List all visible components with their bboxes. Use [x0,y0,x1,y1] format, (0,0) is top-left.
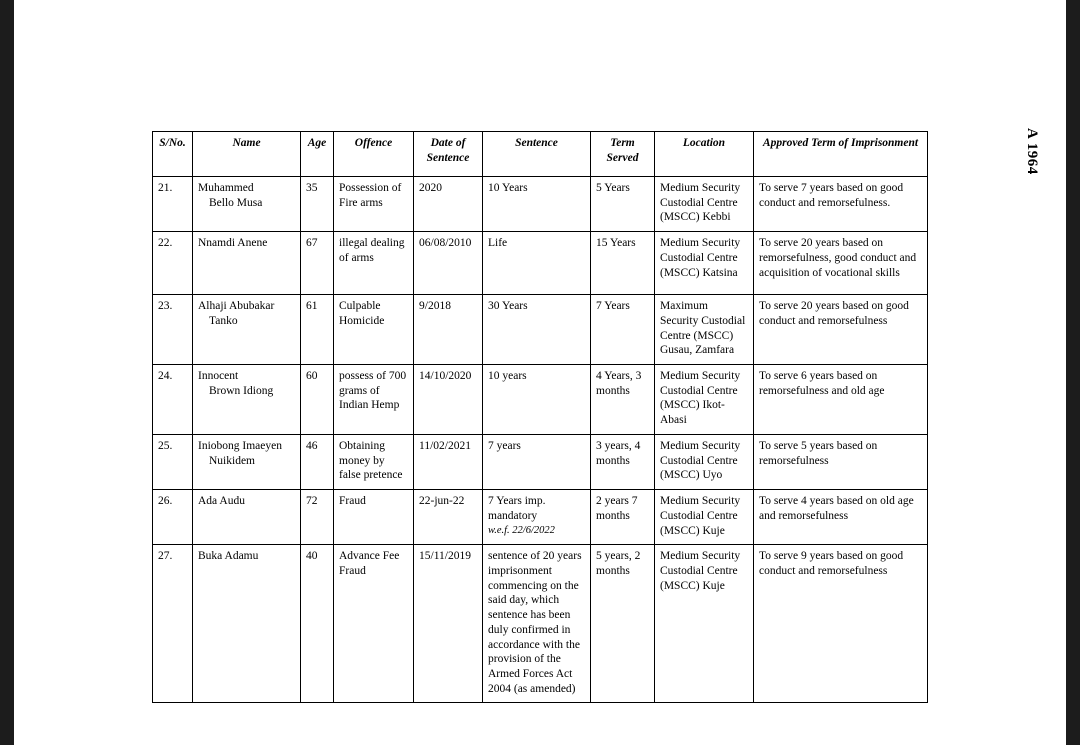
table-row [153,365,928,435]
cell-sno: 25. [153,434,193,489]
cell-sentence: sentence of 20 years imprisonment commencing on the said day, which sentence has been duly confirmed in accordance with the provision of the Armed Forces Act 2004 (as amended) [483,545,591,703]
cell-term-served: 3 years, 4 months [591,434,655,489]
cell-age: 40 [301,545,334,703]
cell-offence: Advance Fee Fraud [334,545,414,703]
cell-location: Medium Security Custodial Centre (MSCC) Kebbi [655,177,754,232]
column-header-date-of-sentence: Date of Sentence [414,132,483,177]
cell-age: 67 [301,232,334,295]
cell-sentence: 10 Years [483,177,591,232]
cell-age: 61 [301,295,334,365]
cell-name-line2: Tanko [209,314,238,327]
column-header-location: Location [655,132,754,177]
cell-location: Medium Security Custodial Centre (MSCC) Kuje [655,545,754,703]
column-header-offence: Offence [334,132,414,177]
cell-sno: 21. [153,177,193,232]
cell-name-line2: Bello Musa [209,196,263,209]
cell-name [193,177,301,232]
column-header-approved-term: Approved Term of Imprisonment [754,132,928,177]
cell-sentence-note: w.e.f. 22/6/2022 [488,524,555,536]
cell-offence: Obtaining money by false pretence [334,434,414,489]
cell-age: 46 [301,434,334,489]
cell-term-served: 2 years 7 months [591,490,655,545]
cell-term-served: 5 Years [591,177,655,232]
table-row [153,295,928,365]
cell-sno: 26. [153,490,193,545]
cell-name [193,490,301,545]
cell-location: Medium Security Custodial Centre (MSCC) Katsina [655,232,754,295]
cell-location: Medium Security Custodial Centre (MSCC) Kuje [655,490,754,545]
cell-offence: Culpable Homicide [334,295,414,365]
table-row [153,232,928,295]
cell-term-served: 7 Years [591,295,655,365]
cell-offence: Fraud [334,490,414,545]
cell-name [193,434,301,489]
cell-date-of-sentence: 9/2018 [414,295,483,365]
column-header-sno: S/No. [153,132,193,177]
table-body [153,177,928,703]
cell-location: Medium Security Custodial Centre (MSCC) Uyo [655,434,754,489]
cell-name [193,295,301,365]
cell-date-of-sentence: 2020 [414,177,483,232]
cell-sentence: 10 years [483,365,591,435]
column-header-name: Name [193,132,301,177]
table-header-row [153,132,928,177]
cell-approved-term: To serve 20 years based on good conduct and remorsefulness [754,295,928,365]
page-edge-left [0,0,14,745]
cell-term-served: 15 Years [591,232,655,295]
cell-sentence-main: 7 Years imp. mandatory [488,495,546,522]
cell-sno: 22. [153,232,193,295]
table-row [153,434,928,489]
cell-name-line1: Buka Adamu [198,550,259,563]
cell-location: Maximum Security Custodial Centre (MSCC) Gusau, Zamfara [655,295,754,365]
column-header-term-served: Term Served [591,132,655,177]
cell-sentence: Life [483,232,591,295]
cell-sentence [483,490,591,545]
table-row [153,177,928,232]
cell-name-line2: Nuikidem [209,454,255,467]
cell-term-served: 5 years, 2 months [591,545,655,703]
cell-approved-term: To serve 7 years based on good conduct and remorsefulness. [754,177,928,232]
cell-offence: possess of 700 grams of Indian Hemp [334,365,414,435]
cell-date-of-sentence: 14/10/2020 [414,365,483,435]
cell-sentence: 30 Years [483,295,591,365]
cell-age: 35 [301,177,334,232]
cell-name-line1: Alhaji Abubakar [198,300,275,313]
cell-approved-term: To serve 9 years based on good conduct and remorsefulness [754,545,928,703]
cell-name [193,365,301,435]
column-header-sentence: Sentence [483,132,591,177]
cell-offence: Possession of Fire arms [334,177,414,232]
cell-date-of-sentence: 06/08/2010 [414,232,483,295]
cell-name-line1: Nnamdi Anene [198,237,268,250]
document-page [14,0,1066,745]
cell-age: 60 [301,365,334,435]
cell-sno: 27. [153,545,193,703]
cell-name-line2: Brown Idiong [209,384,274,397]
page-number: A 1964 [1024,128,1040,175]
cell-date-of-sentence: 15/11/2019 [414,545,483,703]
inmates-table [152,131,928,703]
cell-sno: 23. [153,295,193,365]
cell-approved-term: To serve 4 years based on old age and remorsefulness [754,490,928,545]
cell-name [193,545,301,703]
cell-name [193,232,301,295]
table-row [153,490,928,545]
cell-approved-term: To serve 5 years based on remorsefulness [754,434,928,489]
cell-name-line1: Muhammed [198,182,254,194]
cell-name-line1: Innocent [198,370,239,383]
cell-name-line1: Ada Audu [198,495,245,508]
table-header [153,132,928,177]
cell-term-served: 4 Years, 3 months [591,365,655,435]
cell-sno: 24. [153,365,193,435]
cell-location: Medium Security Custodial Centre (MSCC) Ikot-Abasi [655,365,754,435]
cell-sentence: 7 years [483,434,591,489]
cell-age: 72 [301,490,334,545]
cell-date-of-sentence: 11/02/2021 [414,434,483,489]
cell-approved-term: To serve 6 years based on remorsefulness and old age [754,365,928,435]
cell-date-of-sentence: 22-jun-22 [414,490,483,545]
table-row [153,545,928,703]
page-edge-right [1066,0,1080,745]
cell-name-line1: Iniobong Imaeyen [198,439,282,452]
cell-offence: illegal dealing of arms [334,232,414,295]
cell-approved-term: To serve 20 years based on remorsefulness, good conduct and acquisition of vocational skills [754,232,928,295]
column-header-age: Age [301,132,334,177]
